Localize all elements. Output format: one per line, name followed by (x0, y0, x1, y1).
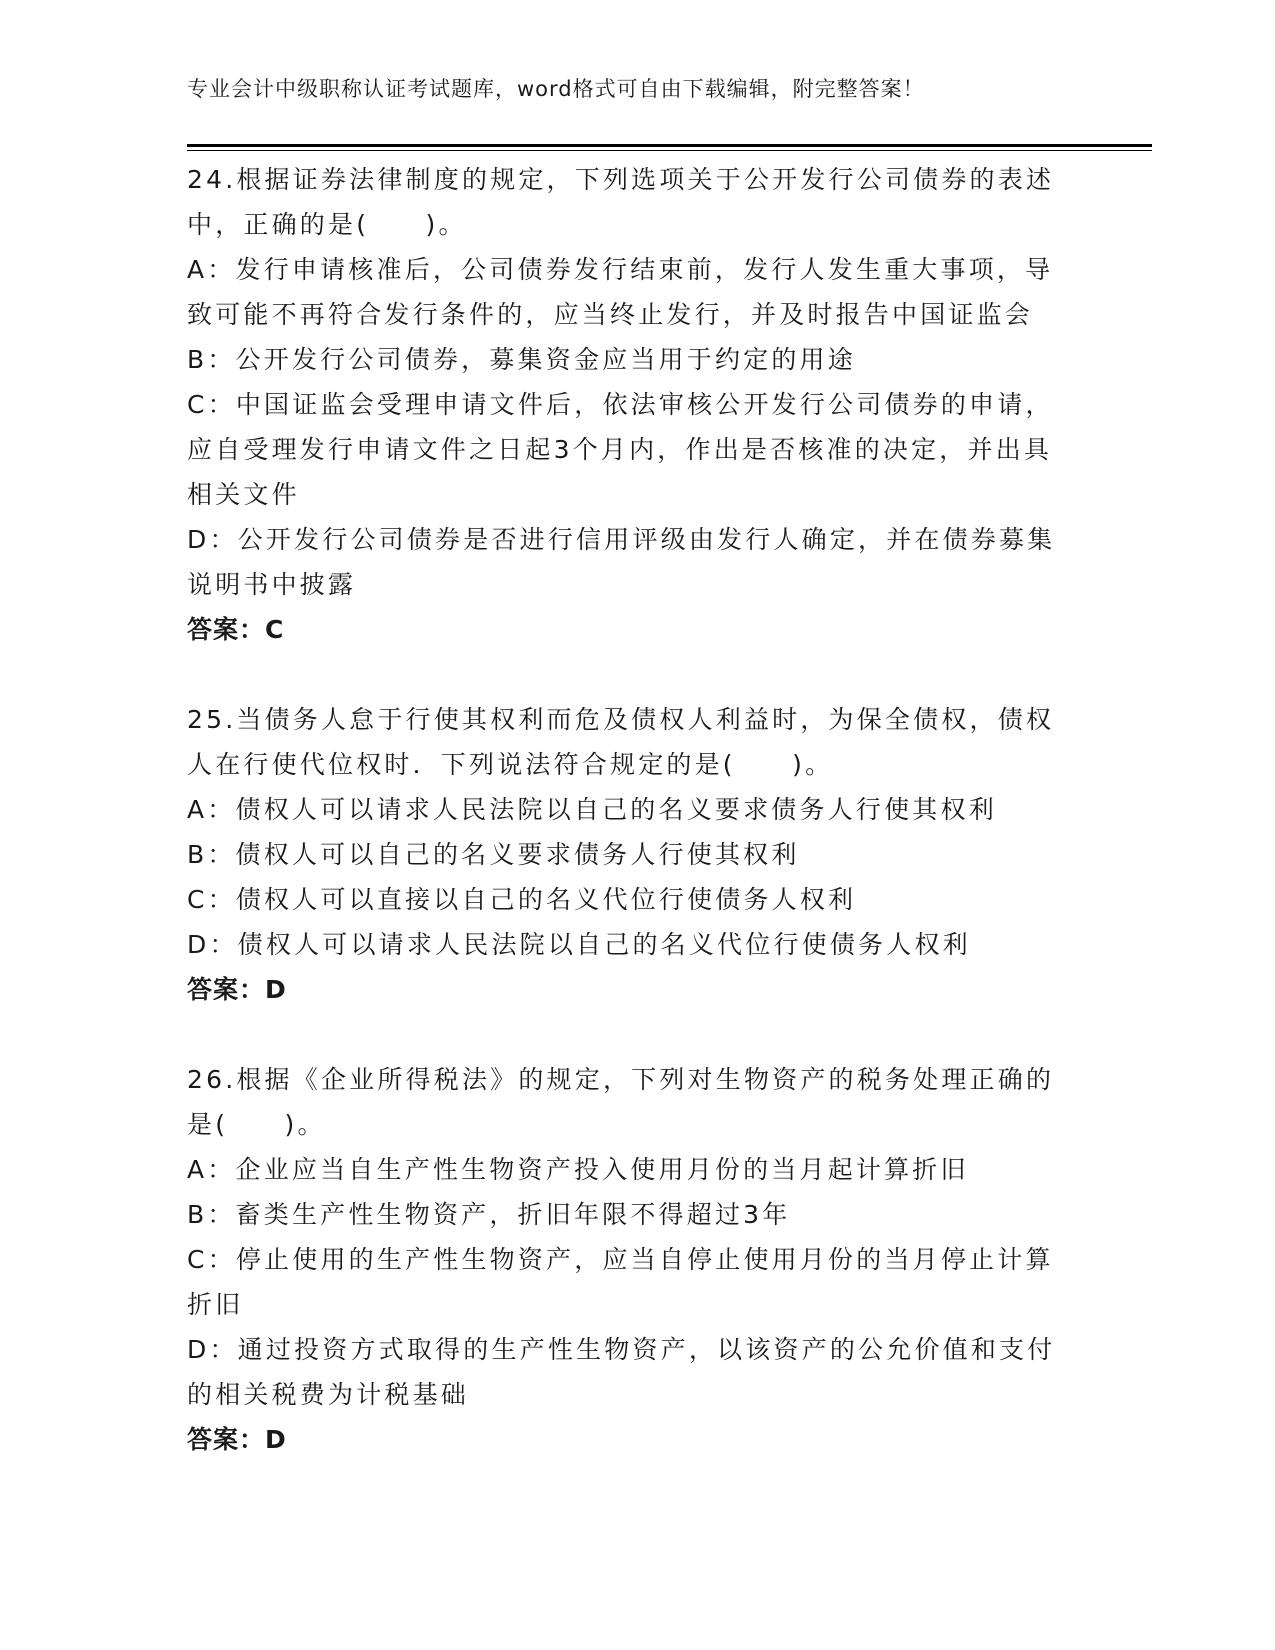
option-c: C：停止使用的生产性生物资产，应当自停止使用月份的当月停止计算折旧 (187, 1245, 1054, 1319)
header-rule-thin (187, 150, 1152, 151)
question-list (187, 157, 1077, 1462)
question-26 (187, 1057, 1077, 1462)
option-b: B：公开发行公司债券，募集资金应当用于约定的用途 (187, 345, 856, 374)
answer-line: 答案：D (187, 1425, 287, 1454)
option-c: C：中国证监会受理申请文件后，依法审核公开发行公司债券的申请，应自受理发行申请文件之日起3个月内，作出是否核准的决定，并出具相关文件 (187, 390, 1054, 509)
question-stem: 26.根据《企业所得税法》的规定，下列对生物资产的税务处理正确的是( )。 (187, 1065, 1055, 1139)
option-d: D：公开发行公司债券是否进行信用评级由发行人确定，并在债券募集说明书中披露 (187, 525, 1056, 599)
header-rule-thick (187, 144, 1152, 147)
option-b: B：债权人可以自己的名义要求债务人行使其权利 (187, 840, 800, 869)
question-stem: 25.当债务人怠于行使其权利而危及债权人利益时，为保全债权，债权人在行使代位权时．下列说法符合规定的是( )。 (187, 705, 1055, 779)
option-b: B：畜类生产性生物资产，折旧年限不得超过3年 (187, 1200, 791, 1229)
answer-line: 答案：D (187, 975, 287, 1004)
question-stem: 24.根据证券法律制度的规定，下列选项关于公开发行公司债券的表述中，正确的是( )。 (187, 165, 1055, 239)
option-a: A：企业应当自生产性生物资产投入使用月份的当月起计算折旧 (187, 1155, 969, 1184)
option-a: A：债权人可以请求人民法院以自己的名义要求债务人行使其权利 (187, 795, 997, 824)
question-24 (187, 157, 1077, 652)
answer-line: 答案：C (187, 615, 285, 644)
page-header: 专业会计中级职称认证考试题库，word格式可自由下载编辑，附完整答案！ (187, 77, 925, 101)
option-a: A：发行申请核准后，公司债券发行结束前，发行人发生重大事项，导致可能不再符合发行条件的，应当终止发行，并及时报告中国证监会 (187, 255, 1054, 329)
option-c: C：债权人可以直接以自己的名义代位行使债务人权利 (187, 885, 857, 914)
option-d: D：通过投资方式取得的生产性生物资产，以该资产的公允价值和支付的相关税费为计税基础 (187, 1335, 1056, 1409)
option-d: D：债权人可以请求人民法院以自己的名义代位行使债务人权利 (187, 930, 971, 959)
question-25 (187, 697, 1077, 1012)
